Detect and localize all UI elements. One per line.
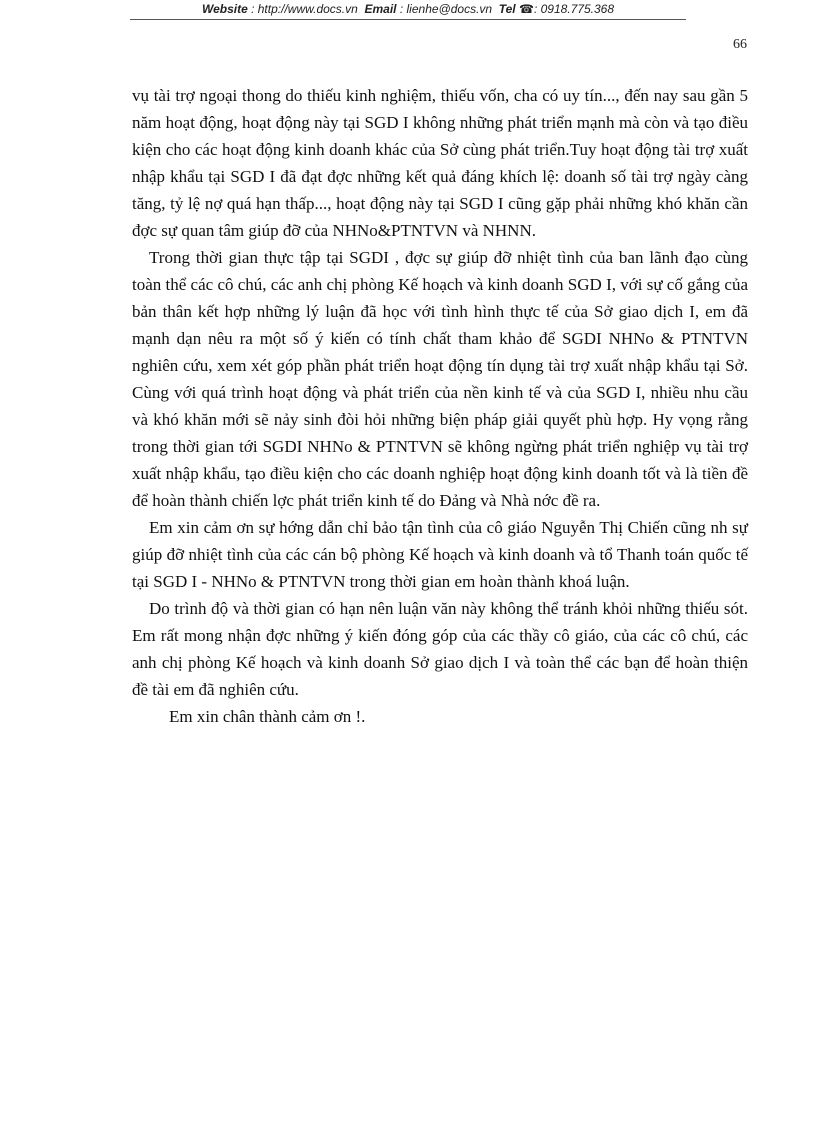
page-header [0, 0, 816, 20]
email-label: Email [364, 2, 397, 16]
paragraph: Do trình độ và thời gian có hạn nên luận văn này không thể tránh khỏi những thiếu sót. Em rất mong nhận đợc những ý kiến đóng góp của các thầy cô giáo, của các cô chú, các anh chị phòng Kế hoạch và kinh doanh Sở giao dịch I và toàn thể các bạn để hoàn thiện đề tài em đã nghiên cứu. [132, 599, 748, 699]
website-label: Website [201, 2, 248, 16]
website-value: : http://www.docs.vn [251, 2, 358, 16]
phone-icon: ☎ [519, 2, 534, 16]
document-body [132, 82, 748, 730]
paragraph: Em xin cảm ơn sự hớng dẫn chỉ bảo tận tình của cô giáo Nguyễn Thị Chiến cũng nh sự giúp đỡ nhiệt tình của các cán bộ phòng Kế hoạch và kinh doanh và tổ Thanh toán quốc tế tại SGD I - NHNo & PTNTVN trong thời gian em hoàn thành khoá luận. [132, 518, 748, 591]
closing-line: Em xin chân thành cảm ơn !. [169, 707, 366, 726]
paragraph: Trong thời gian thực tập tại SGDI , đợc sự giúp đỡ nhiệt tình của ban lãnh đạo cùng toàn thể các cô chú, các anh chị phòng Kế hoạch và kinh doanh SGD I, với sự cố gắng của bản thân kết hợp những lý luận đã học với tình hình thực tế của Sở giao dịch I, em đã mạnh dạn nêu ra một số ý kiến có tính chất tham khảo để SGDI NHNo & PTNTVN nghiên cứu, xem xét góp phần phát triển hoạt động tín dụng tài trợ xuất nhập khẩu tại Sở. Cùng với quá trình hoạt động và phát triển của nền kinh tế và của SGD I, nhiều nhu cầu và khó khăn mới sẽ nảy sinh đòi hỏi những biện pháp giải quyết phù hợp. Hy vọng rằng trong thời gian tới SGDI NHNo & PTNTVN sẽ không ngừng phát triển nghiệp vụ tài trợ xuất nhập khẩu, tạo điều kiện cho các doanh nghiệp hoạt động kinh doanh tốt và là tiền đề để hoàn thành chiến lợc phát triển kinh tế do Đảng và Nhà nớc đề ra. [132, 248, 748, 510]
header-divider [130, 19, 686, 20]
paragraph-continuation: vụ tài trợ ngoại thong do thiếu kinh nghiệm, thiếu vốn, cha có uy tín..., đến nay sau gần 5 năm hoạt động, hoạt động này tại SGD I không những phát triển mạnh mà còn và tạo điều kiện cho các hoạt động kinh doanh khác của Sở cùng phát triển.Tuy hoạt động tài trợ xuất nhập khẩu tại SGD I đã đạt đợc những kết quả đáng khích lệ: doanh số tài trợ ngày càng tăng, tỷ lệ nợ quá hạn thấp..., hoạt động này tại SGD I cũng gặp phải những khó khăn cần đợc sự quan tâm giúp đỡ của NHNo&PTNTVN và NHNN. [132, 86, 748, 240]
email-value: : lienhe@docs.vn [399, 2, 493, 16]
page-number: 66 [733, 37, 747, 52]
tel-value: : 0918.775.368 [533, 2, 615, 16]
tel-label: Tel [498, 2, 516, 16]
